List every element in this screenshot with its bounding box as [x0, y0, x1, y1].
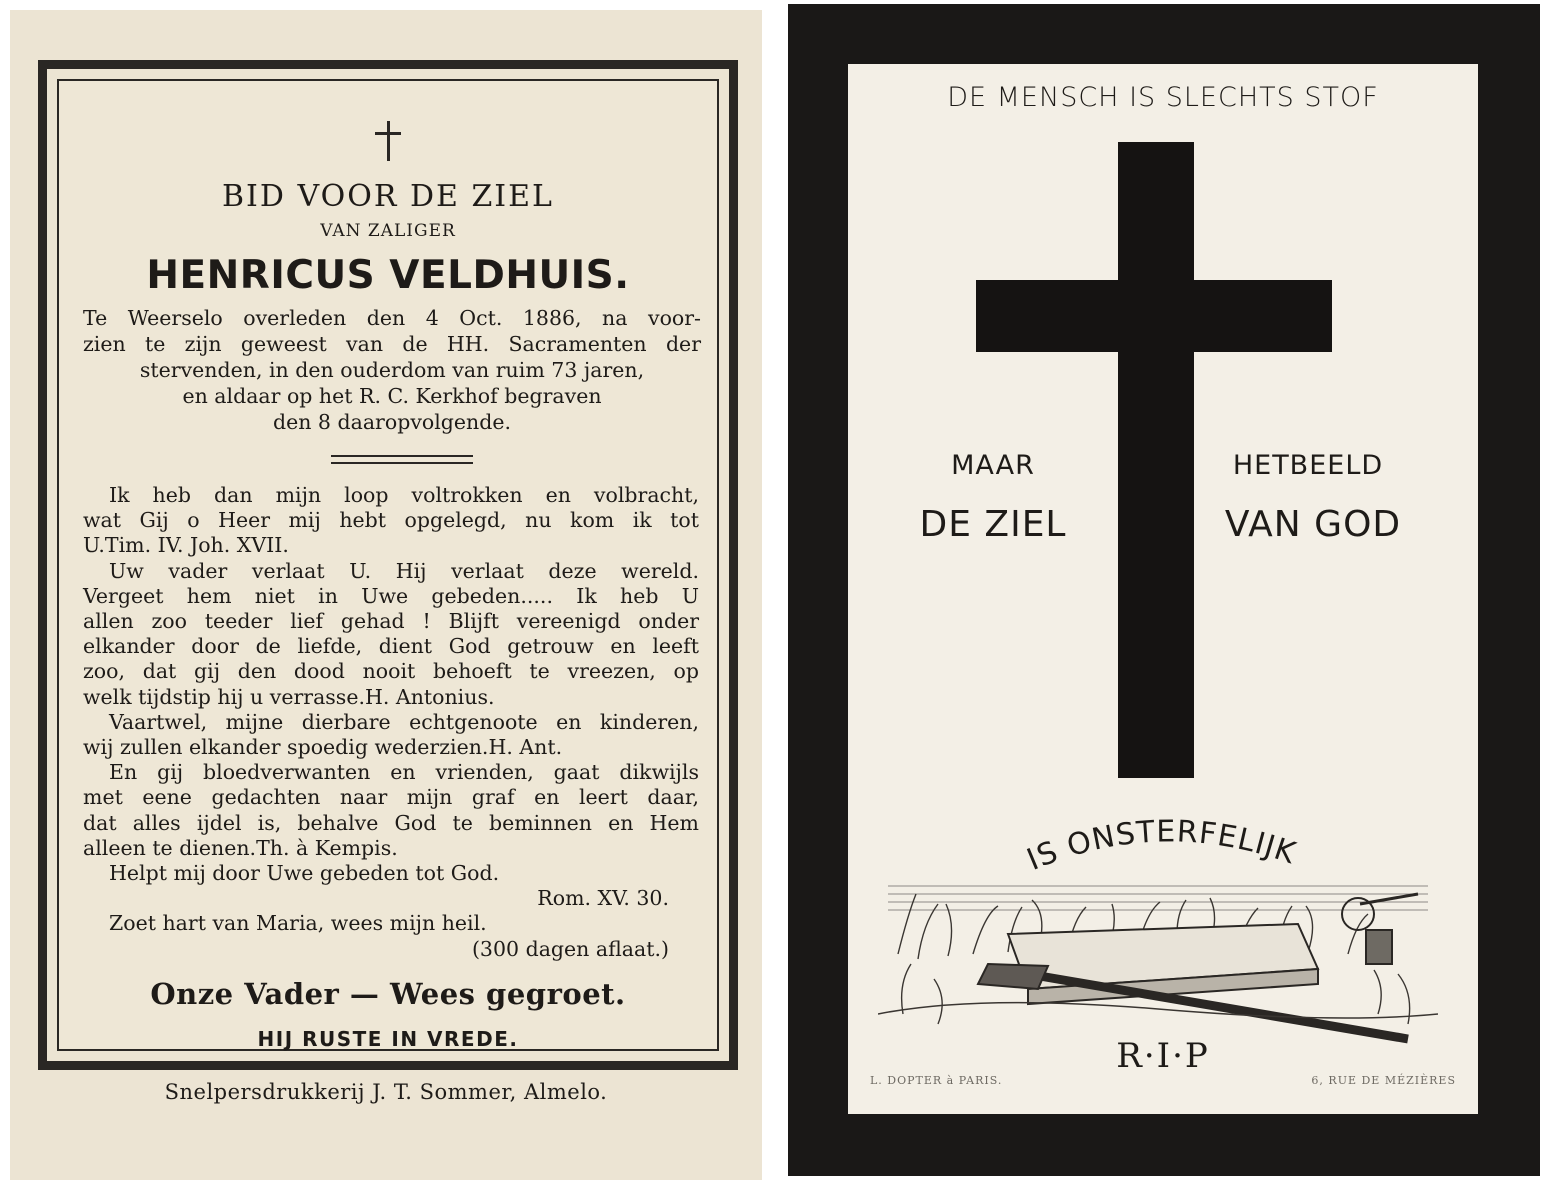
- mourning-frame: [38, 60, 738, 1070]
- notice-line: en aldaar op het R. C. Kerkhof begraven: [182, 384, 602, 408]
- verse-line: En gij bloedverwanten en vrienden, gaat dikwijls: [109, 760, 699, 785]
- printer-imprint-left: L. DOPTER à PARIS.: [870, 1074, 1003, 1087]
- prayer-line: Onze Vader — Wees gegroet.: [150, 977, 626, 1011]
- indulgence-note: (300 dagen aflaat.): [471, 936, 669, 961]
- verse-line: elkander door de liefde, dient God getrouw en leeft: [83, 634, 699, 659]
- verse-text: U.: [83, 533, 105, 558]
- verse-reference: Th. à Kempis.: [256, 835, 398, 860]
- card-back-panel: [848, 64, 1478, 1114]
- right-small-text: HETBEELD: [1232, 450, 1384, 481]
- deceased-name: HENRICUS VELDHUIS.: [146, 253, 630, 298]
- verse-line: Helpt mij door Uwe gebeden tot God.: [109, 861, 500, 886]
- svg-text:IS ONSTERFELIJK: [1022, 814, 1301, 878]
- verse-reference: Rom. XV. 30.: [537, 886, 669, 911]
- verse-line: dat alles ijdel is, behalve God te beminnen en Hem: [83, 810, 699, 835]
- memorial-card-back: [788, 4, 1540, 1176]
- rest-in-peace: HIJ RUSTE IN VREDE.: [257, 1027, 519, 1051]
- verse-line: zoo, dat gij den dood nooit behoeft te vreezen, op: [83, 659, 699, 684]
- card-heading: BID VOOR DE ZIEL: [222, 179, 554, 214]
- notice-line: Te Weerselo overleden den 4 Oct. 1886, na voor-: [83, 306, 701, 330]
- verse-text: welk tijdstip hij u verrasse.: [83, 684, 365, 709]
- printer-imprint-right: 6, RUE DE MÉZIÈRES: [1311, 1074, 1456, 1087]
- small-cross-icon: [375, 121, 401, 161]
- verse-line: Vergeet hem niet in Uwe gebeden..... Ik heb U: [83, 583, 699, 608]
- motto: DE MENSCH IS SLECHTS STOF: [947, 82, 1379, 113]
- notice-line: stervenden, in den ouderdom van ruim 73 jaren,: [139, 358, 645, 382]
- verse-line: [83, 735, 699, 760]
- verse-text: alleen te dienen.: [83, 835, 257, 860]
- verse-line: Ik heb dan mijn loop voltrokken en volbracht,: [109, 483, 699, 507]
- left-small-text: MAAR: [951, 450, 1035, 481]
- memorial-card-front: [10, 10, 762, 1180]
- arc-text-path: IS ONSTERFELIJK: [1022, 814, 1301, 878]
- verse-block: [83, 483, 699, 962]
- card-subheading: VAN ZALIGER: [320, 221, 456, 241]
- mourning-frame-inner: [57, 79, 719, 1051]
- verse-line: allen zoo teeder lief gehad ! Blijft vereenigd onder: [83, 609, 699, 634]
- verse-line: [83, 836, 699, 861]
- verse-reference: H. Antonius.: [364, 684, 495, 709]
- verse-line: [83, 685, 699, 710]
- verse-line: met eene gedachten naar mijn graf en leert daar,: [83, 785, 699, 810]
- divider-rule: [331, 455, 473, 457]
- verse-text: wij zullen elkander spoedig wederzien.: [83, 735, 489, 760]
- divider-rule: [331, 462, 473, 464]
- death-notice: [83, 305, 701, 435]
- large-cross-arm: [976, 280, 1332, 352]
- verse-reference: H. Ant.: [488, 735, 563, 760]
- verse-reference: Tim. IV. Joh. XVII.: [104, 533, 289, 558]
- rip-text: R·I·P: [1116, 1036, 1210, 1076]
- large-cross-icon: [1118, 142, 1194, 778]
- right-big-text: VAN GOD: [1224, 504, 1402, 545]
- verse-line: wat Gij o Heer mij hebt opgelegd, nu kom ik tot: [83, 508, 699, 533]
- left-big-text: DE ZIEL: [919, 504, 1067, 545]
- verse-line: Zoet hart van Maria, wees mijn heil.: [109, 911, 487, 936]
- notice-line: zien te zijn geweest van de HH. Sacramenten der: [83, 332, 701, 356]
- verse-line: Vaartwel, mijne dierbare echtgenoote en kinderen,: [109, 709, 699, 734]
- notice-line: den 8 daaropvolgende.: [272, 410, 512, 434]
- verse-line: Uw vader verlaat U. Hij verlaat deze wereld.: [109, 558, 699, 583]
- grave-illustration-icon: [878, 874, 1438, 1044]
- printer-imprint: Snelpersdrukkerij J. T. Sommer, Almelo.: [164, 1080, 608, 1104]
- verse-line: [83, 533, 699, 558]
